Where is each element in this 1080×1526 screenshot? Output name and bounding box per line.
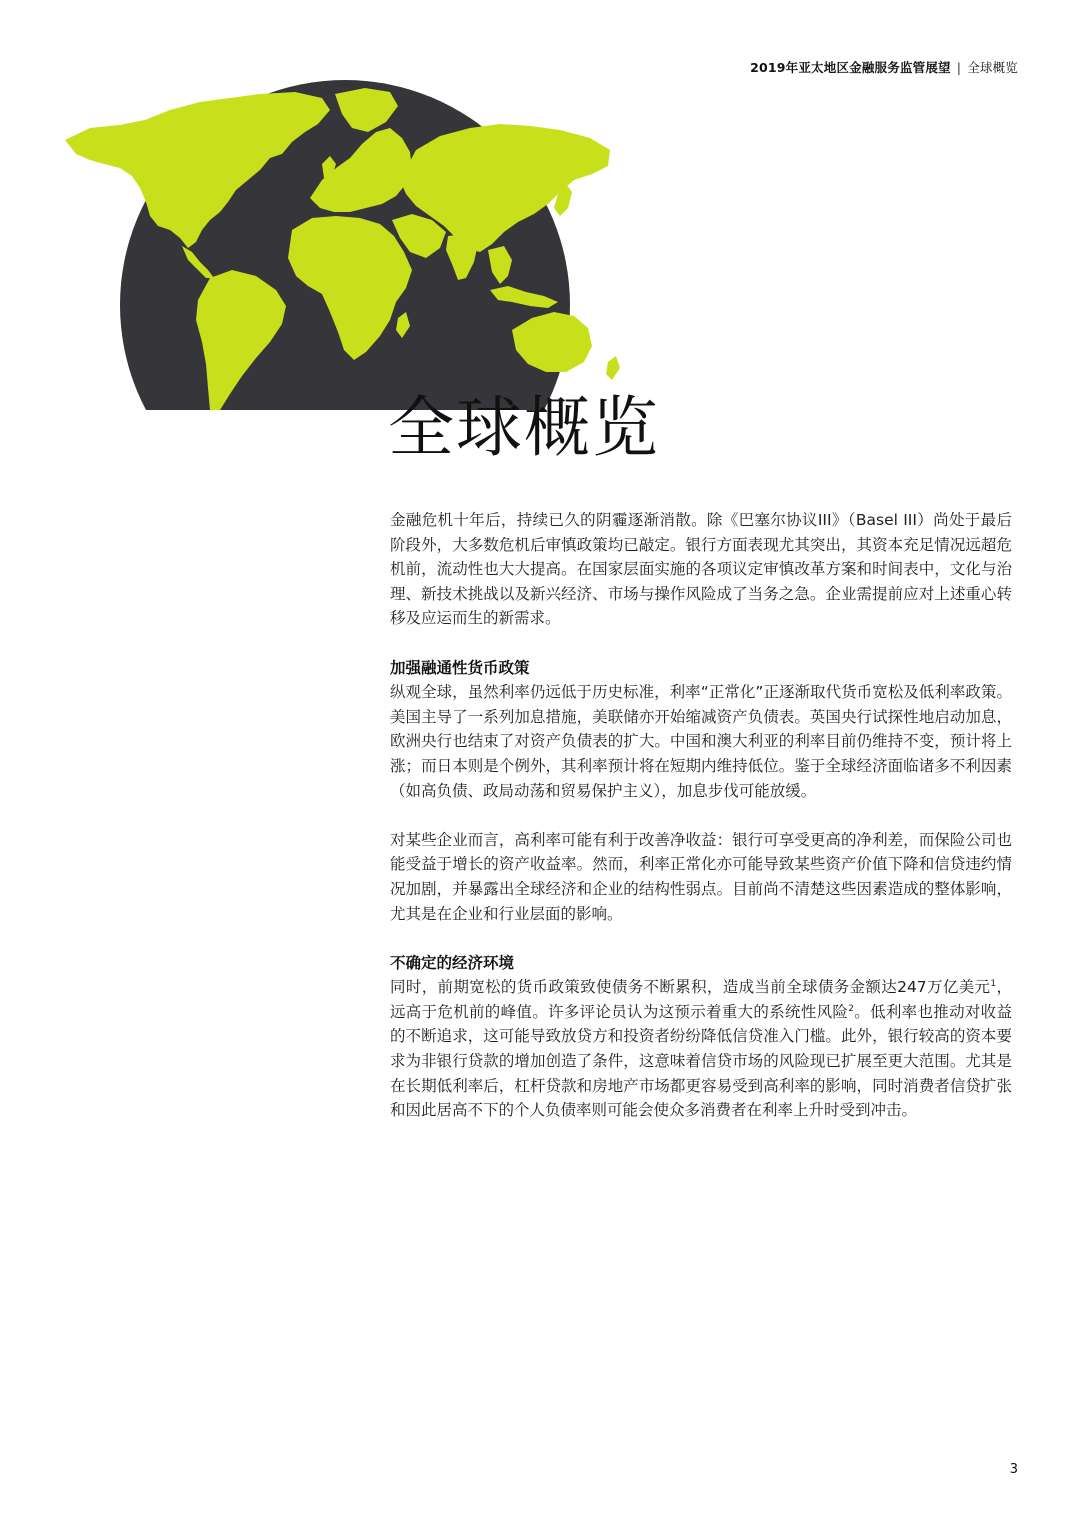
economic-text-part-3: 。低利率也推动对收益的不断追求，这可能导致放贷方和投资者纷纷降低信贷准入门槛。此外，银行较高的资本要求为非银行贷款的增加创造了条件，这意味着信贷市场的风险现已扩展至更大范围。尤其是在长期低利率后，杠杆贷款和房地产市场都更容易受到高利率的影响，同时消费者信贷扩张和因此居高不下的个人负债率则可能会使众多消费者在利率上升时受到冲击。 (390, 1002, 1012, 1120)
economic-text-part-1: 同时，前期宽松的货币政策致使债务不断累积，造成当前全球债务金额达247万亿美元 (390, 978, 991, 997)
main-content (390, 508, 1012, 1147)
economic-environment-paragraph (390, 975, 1012, 1123)
report-title: 2019年亚太地区金融服务监管展望 (750, 60, 951, 75)
monetary-policy-paragraph-2: 对某些企业而言，高利率可能有利于改善净收益：银行可享受更高的净利差，而保险公司也能受益于增长的资产收益率。然而，利率正常化亦可能导致某些资产价值下降和信贷违约情况加剧，并暴露出全球经济和企业的结构性弱点。目前尚不清楚这些因素造成的整体影响，尤其是在企业和行业层面的影响。 (390, 830, 1012, 923)
economic-text-part-2: ，远高于危机前的峰值。许多评论员认为这预示着重大的系统性风险 (390, 978, 1012, 1021)
new-zealand-shape (606, 356, 620, 380)
intro-paragraph: 金融危机十年后，持续已久的阴霾逐渐消散。除《巴塞尔协议III》（Basel III）尚处于最后阶段外，大多数危机后审慎政策均已敲定。银行方面表现尤其突出，其资本充足情况远超危机前，流动性也大大提高。在国家层面实施的各项议定审慎改革方案和时间表中，文化与治理、新技术挑战以及新兴经济、市场与操作风险成了当务之急。企业需提前应对上述重心转移及应运而生的新需求。 (390, 511, 1012, 628)
page-header (750, 58, 1018, 76)
section-heading-monetary-policy: 加强融通性货币政策 (390, 658, 530, 677)
page-number: 3 (1009, 1462, 1018, 1477)
page-title: 全球概览 (388, 389, 660, 466)
monetary-policy-paragraph-1: 纵观全球，虽然利率仍远低于历史标准，利率“正常化”正逐渐取代货币宽松及低利率政策。美国主导了一系列加息措施，美联储亦开始缩减资产负债表。英国央行试探性地启动加息，欧洲央行也结束了对资产负债表的扩大。中国和澳大利亚的利率目前仍维持不变，预计将上涨；而日本则是个例外，其利率预计将在短期内维持低位。鉴于全球经济面临诸多不利因素（如高负债、政局动荡和贸易保护主义），加息步伐可能放缓。 (390, 683, 1012, 800)
header-separator: | (956, 60, 962, 75)
section-heading-economic-environment: 不确定的经济环境 (390, 953, 515, 972)
footnote-ref-2[interactable]: 2 (848, 1003, 854, 1014)
world-globe-illustration (60, 80, 620, 410)
section-name: 全球概览 (967, 60, 1018, 75)
footnote-ref-1[interactable]: 1 (990, 979, 997, 990)
